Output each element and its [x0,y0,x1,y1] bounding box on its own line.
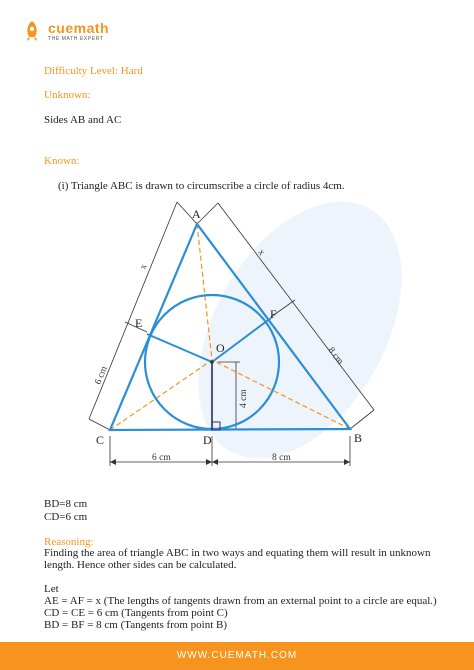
label-b: B [354,431,363,445]
unknown-heading: Unknown: [44,89,91,101]
label-f: F [270,307,277,321]
center-o [210,360,214,364]
equation-ae-af: AE = AF = x (The lengths of tangents drawn from an external point to a circle are equal.) [44,595,437,607]
bd-value: BD=8 cm [44,498,88,510]
equation-cd-ce: CD = CE = 6 cm (Tangents from point C) [44,607,228,619]
dim-x-left: x [138,262,150,272]
footer-url[interactable]: WWW.CUEMATH.COM [176,650,298,661]
brand-tagline: THE MATH EXPERT [48,35,104,42]
reasoning-heading: Reasoning: [44,536,94,548]
reasoning-line-1: Finding the area of triangle ABC in two ways and equating them will result in unknown [44,547,431,559]
label-o: O [216,341,225,355]
label-e: E [135,316,143,330]
dim-od: 4 cm [239,389,249,408]
cd-value: CD=6 cm [44,511,88,523]
brand-name: cuemath [48,19,110,36]
dim-ce: 6 cm [93,365,110,387]
label-a: A [192,207,201,221]
label-d: D [203,433,212,447]
let-label: Let [44,583,59,595]
equation-bd-bf: BD = BF = 8 cm (Tangents from point B) [44,619,228,631]
label-c: C [96,433,105,447]
dim-x-right: x [255,247,267,258]
unknown-text: Sides AB and AC [44,114,122,126]
difficulty-label: Difficulty Level: Hard [44,65,143,77]
dim-bf: 8 cm [325,345,345,367]
footer-bar [0,642,474,670]
known-item: (i) Triangle ABC is drawn to circumscribe a circle of radius 4cm. [58,180,345,192]
dim-cd: 6 cm [152,453,171,463]
known-heading: Known: [44,155,80,167]
reasoning-line-2: length. Hence other sides can be calculated. [44,559,237,571]
dim-db: 8 cm [272,453,291,463]
